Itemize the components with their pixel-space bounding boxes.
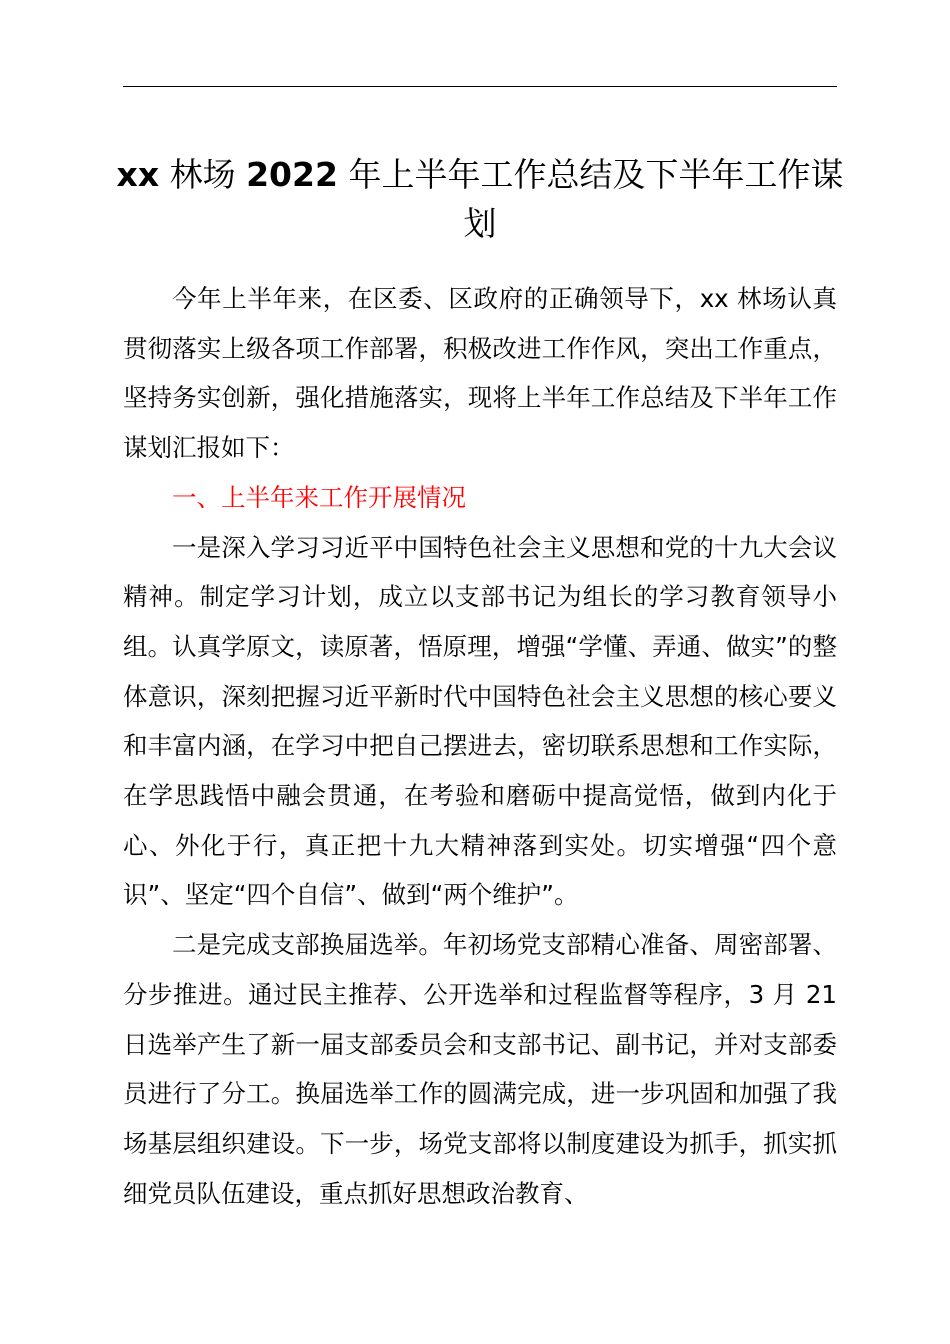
title-prefix: xx: [116, 155, 160, 194]
title-org: 林场: [159, 155, 247, 194]
header-rule: [123, 86, 837, 87]
section-heading: 一、上半年来工作开展情况: [172, 482, 466, 512]
title-rest: 年上半年工作总结及下半年工作谋划: [337, 155, 844, 243]
title-year: 2022: [246, 155, 338, 194]
document-body: [123, 274, 837, 1218]
document-title: [110, 150, 850, 248]
body-paragraph: 二是完成支部换届选举。年初场党支部精心准备、周密部署、分步推进。通过民主推荐、公开选举和过程监督等程序，3 月 21 日选举产生了新一届支部委员会和支部书记、副书记，并对支部委员进行了分工。换届选举工作的圆满完成，进一步巩固和加强了我场基层组织建设。下一步，场党支部将以制度建设为抓手，抓实抓细党员队伍建设，重点抓好思想政治教育、: [123, 930, 837, 1208]
intro-paragraph: 今年上半年来，在区委、区政府的正确领导下，xx 林场认真贯彻落实上级各项工作部署，积极改进工作作风，突出工作重点，坚持务实创新，强化措施落实，现将上半年工作总结及下半年工作谋划汇报如下：: [123, 284, 837, 463]
body-paragraph: 一是深入学习习近平中国特色社会主义思想和党的十九大会议精神。制定学习计划，成立以支部书记为组长的学习教育领导小组。认真学原文，读原著，悟原理，增强“学懂、弄通、做实”的整体意识，深刻把握习近平新时代中国特色社会主义思想的核心要义和丰富内涵，在学习中把自己摆进去，密切联系思想和工作实际，在学思践悟中融会贯通，在考验和磨砺中提高觉悟，做到内化于心、外化于行，真正把十九大精神落到实处。切实增强“四个意识”、坚定“四个自信”、做到“两个维护”。: [123, 532, 837, 910]
